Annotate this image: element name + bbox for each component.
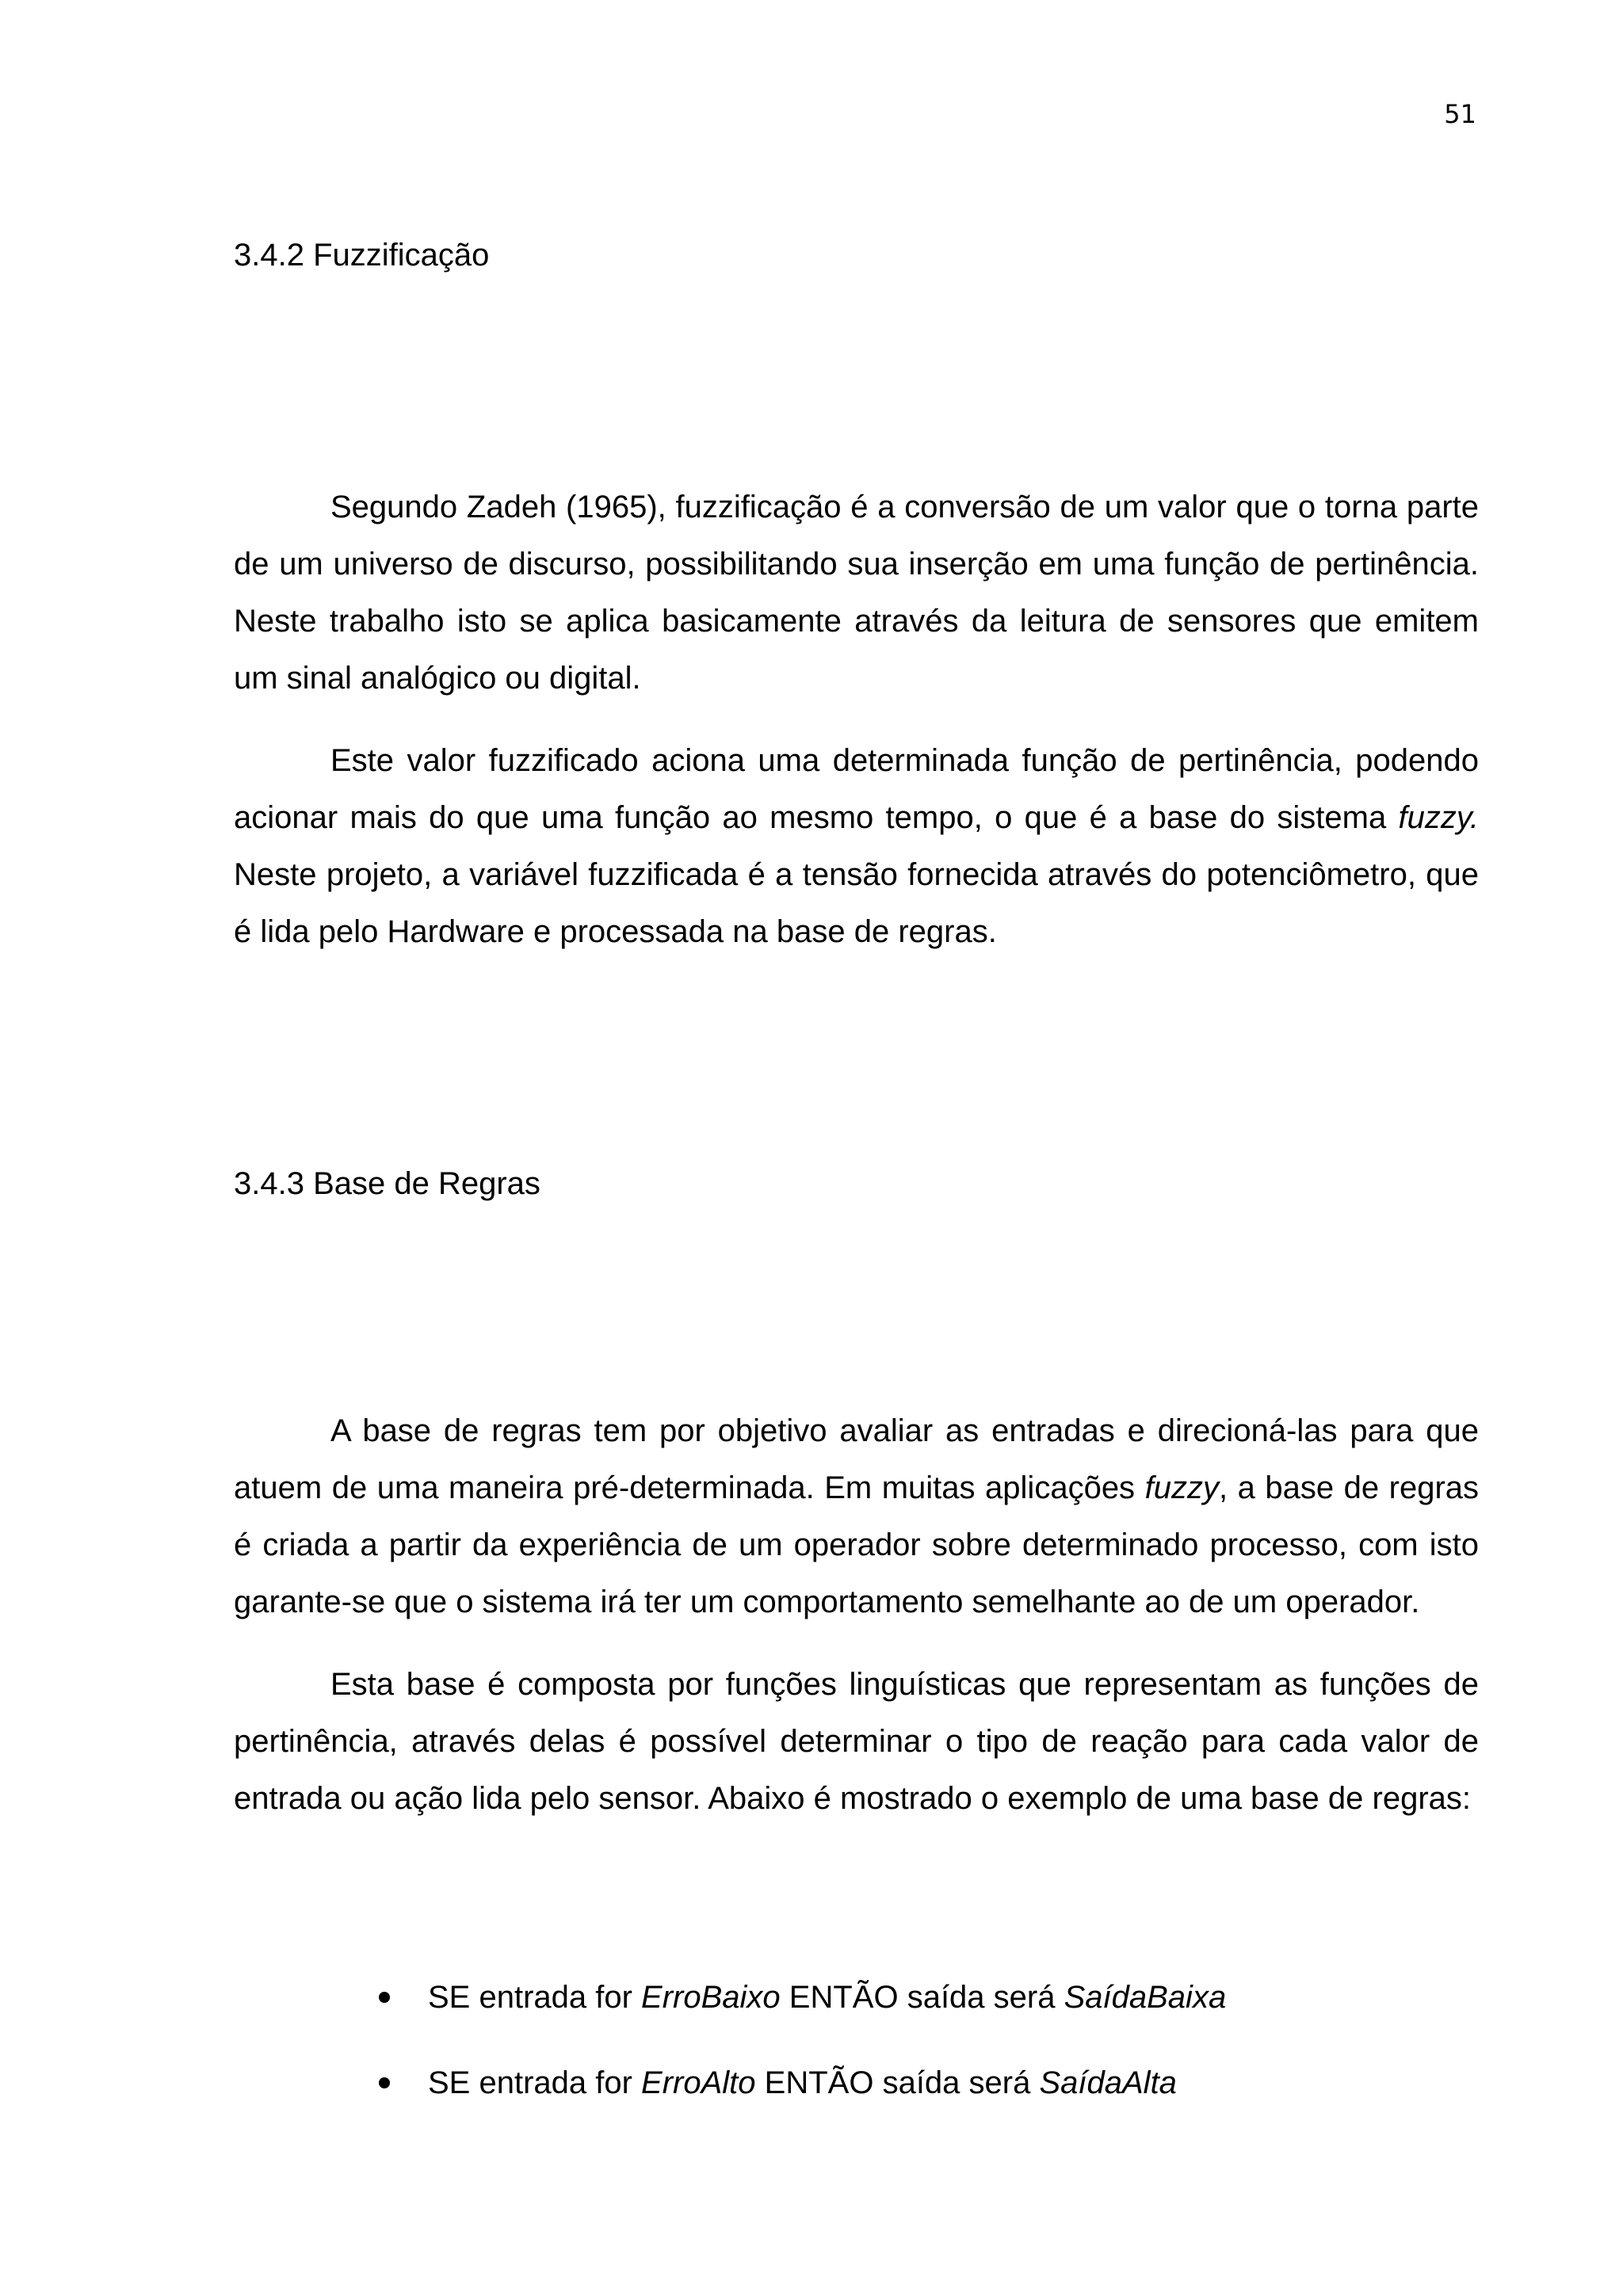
bullet-icon bbox=[379, 1992, 390, 2003]
text-run: ENTÃO saída será bbox=[755, 2065, 1040, 2100]
text-run: A base de regras tem por objetivo avaliar as entradas e direcioná-las para que atuem de uma maneira pré-determinada. Em muitas aplicações bbox=[234, 1413, 1479, 1505]
section-base-de-regras-body bbox=[234, 1402, 1479, 1827]
list-item bbox=[372, 2062, 1226, 2103]
text-run: Neste projeto, a variável fuzzificada é a tensão fornecida através do potenciômetro, que é lida pelo Hardware e processada na base de regras. bbox=[234, 857, 1479, 949]
text-run: SE entrada for bbox=[428, 1980, 642, 2015]
paragraph bbox=[234, 732, 1479, 960]
paragraph: Segundo Zadeh (1965), fuzzificação é a conversão de um valor que o torna parte de um universo de discurso, possibilitando sua inserção em uma função de pertinência. Neste trabalho isto se aplica basicamente através da leitura de sensores que emitem um sinal analógico ou digital. bbox=[234, 490, 1479, 696]
paragraph: Esta base é composta por funções linguísticas que representam as funções de pertinência, através delas é possível determinar o tipo de reação para cada valor de entrada ou ação lida pelo sensor. Abaixo é mostrado o exemplo de uma base de regras: bbox=[234, 1667, 1479, 1816]
bullet-icon bbox=[379, 2077, 390, 2088]
list-item bbox=[372, 1977, 1226, 2018]
paragraph bbox=[234, 1402, 1479, 1630]
page-number: 51 bbox=[1444, 99, 1476, 129]
text-run-italic: SaídaAlta bbox=[1039, 2065, 1177, 2100]
section-fuzzificacao-body bbox=[234, 479, 1479, 960]
text-run-italic: fuzzy. bbox=[1398, 800, 1479, 835]
text-run: ENTÃO saída será bbox=[780, 1980, 1064, 2015]
text-run-italic: ErroAlto bbox=[641, 2065, 756, 2100]
rules-list bbox=[372, 1977, 1226, 2103]
text-run-italic: SaídaBaixa bbox=[1064, 1980, 1227, 2015]
text-run: Este valor fuzzificado aciona uma determinada função de pertinência, podendo acionar mais do que uma função ao mesmo tempo, o que é a base do sistema bbox=[234, 743, 1479, 835]
text-run-italic: ErroBaixo bbox=[641, 1980, 781, 2015]
section-heading-base-de-regras: 3.4.3 Base de Regras bbox=[234, 1166, 540, 1201]
text-run: SE entrada for bbox=[428, 2065, 642, 2100]
text-run-italic: fuzzy bbox=[1144, 1470, 1219, 1505]
text-run: , a base de regras é criada a partir da experiência de um operador sobre determinado processo, com isto garante-se que o sistema irá ter um comportamento semelhante ao de um operador. bbox=[234, 1470, 1480, 1619]
section-heading-fuzzificacao: 3.4.2 Fuzzificação bbox=[234, 238, 490, 273]
